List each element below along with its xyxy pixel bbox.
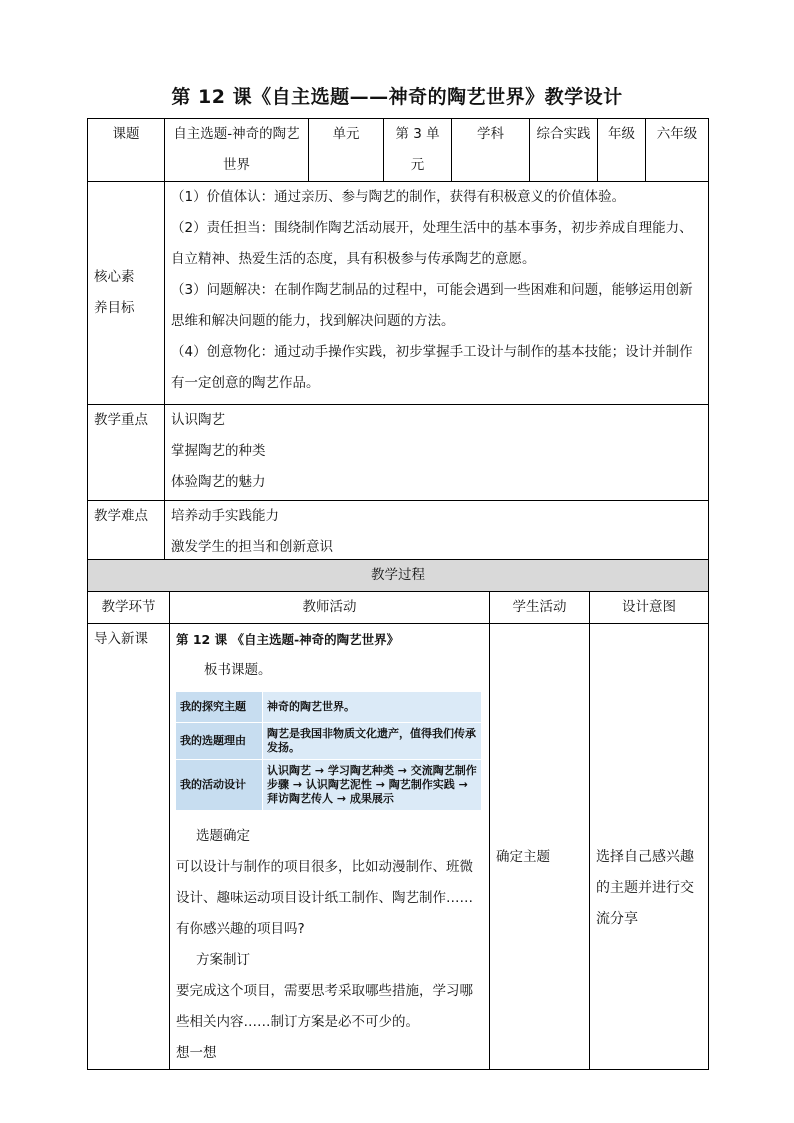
difficulties-label: 教学难点 — [88, 501, 165, 567]
teacher-activity — [170, 624, 490, 1070]
core-goal-3: （3）问题解决：在制作陶艺制品的过程中，可能会遇到一些困难和问题，能够运用创新思维和解决问题的能力，找到解决问题的方法。 — [171, 282, 693, 329]
core-goals — [165, 182, 709, 405]
student-activity — [490, 624, 590, 1070]
subject-value: 综合实践 — [530, 119, 598, 182]
document-title: 第 12 课《自主选题——神奇的陶艺世界》教学设计 — [171, 86, 623, 108]
topic-heading: 选题确定 — [196, 828, 250, 844]
core-goal-4: （4）创意物化：通过动手操作实践，初步掌握手工设计与制作的基本技能；设计并制作有一定创意的陶艺作品。 — [171, 344, 693, 391]
header-stage: 教学环节 — [88, 592, 170, 624]
core-goal-1: （1）价值体认：通过亲历、参与陶艺的制作，获得有积极意义的价值体验。 — [171, 189, 626, 205]
key-point-3: 体验陶艺的魅力 — [171, 474, 266, 490]
lesson-line: 第 12 课 《自主选题-神奇的陶艺世界》 — [176, 632, 400, 647]
design-intent — [590, 624, 709, 1070]
plan-text: 要完成这个项目，需要思考采取哪些措施，学习哪些相关内容……制订方案是必不可少的。 — [176, 983, 473, 1030]
inquiry-value-1: 神奇的陶艺世界。 — [263, 692, 482, 723]
grade-value: 六年级 — [646, 119, 709, 182]
key-points — [165, 405, 709, 501]
inquiry-table — [176, 692, 482, 811]
stage-cell: 导入新课 — [88, 624, 170, 1070]
inquiry-value-3: 认识陶艺 → 学习陶艺种类 → 交流陶艺制作步骤 → 认识陶艺泥性 → 陶艺制作实践 → 拜访陶艺传人 → 成果展示 — [263, 760, 482, 811]
key-point-2: 掌握陶艺的种类 — [171, 443, 266, 459]
unit-label: 单元 — [309, 119, 384, 182]
inquiry-key-2: 我的选题理由 — [176, 723, 263, 760]
plan-heading: 方案制订 — [196, 952, 250, 968]
subject-label: 学科 — [452, 119, 530, 182]
header-intent: 设计意图 — [590, 592, 709, 624]
lesson-label: 课题 — [88, 119, 165, 182]
difficulty-1: 培养动手实践能力 — [171, 508, 279, 524]
header-teacher: 教师活动 — [170, 592, 490, 624]
inquiry-key-3: 我的活动设计 — [176, 760, 263, 811]
think-line: 想一想 — [176, 1045, 217, 1061]
topic-text: 可以设计与制作的项目很多，比如动漫制作、班微设计、趣味运动项目设计纸工制作、陶艺制作……有你感兴趣的项目吗? — [176, 859, 473, 937]
inquiry-value-2: 陶艺是我国非物质文化遗产，值得我们传承发扬。 — [263, 723, 482, 760]
core-label-line1: 核心素 — [94, 269, 135, 285]
design-intent-text: 选择自己感兴趣的主题并进行交流分享 — [596, 849, 694, 927]
unit-value: 第 3 单元 — [384, 119, 452, 182]
student-activity-text: 确定主题 — [496, 849, 550, 865]
core-label — [88, 182, 165, 405]
process-section-title: 教学过程 — [88, 560, 709, 592]
core-label-line2: 养目标 — [94, 300, 135, 316]
key-point-1: 认识陶艺 — [171, 412, 225, 428]
grade-label: 年级 — [598, 119, 646, 182]
board-note: 板书课题。 — [204, 662, 272, 678]
core-goal-2: （2）责任担当：围绕制作陶艺活动展开，处理生活中的基本事务，初步养成自理能力、自立精神、热爱生活的态度，具有积极参与传承陶艺的意愿。 — [171, 220, 693, 267]
key-points-label: 教学重点 — [88, 405, 165, 501]
inquiry-key-1: 我的探究主题 — [176, 692, 263, 723]
header-student: 学生活动 — [490, 592, 590, 624]
lesson-value: 自主选题-神奇的陶艺世界 — [165, 119, 309, 182]
info-table — [87, 118, 709, 567]
difficulty-2: 激发学生的担当和创新意识 — [171, 539, 333, 555]
difficulties — [165, 501, 709, 567]
process-table — [87, 559, 709, 1070]
